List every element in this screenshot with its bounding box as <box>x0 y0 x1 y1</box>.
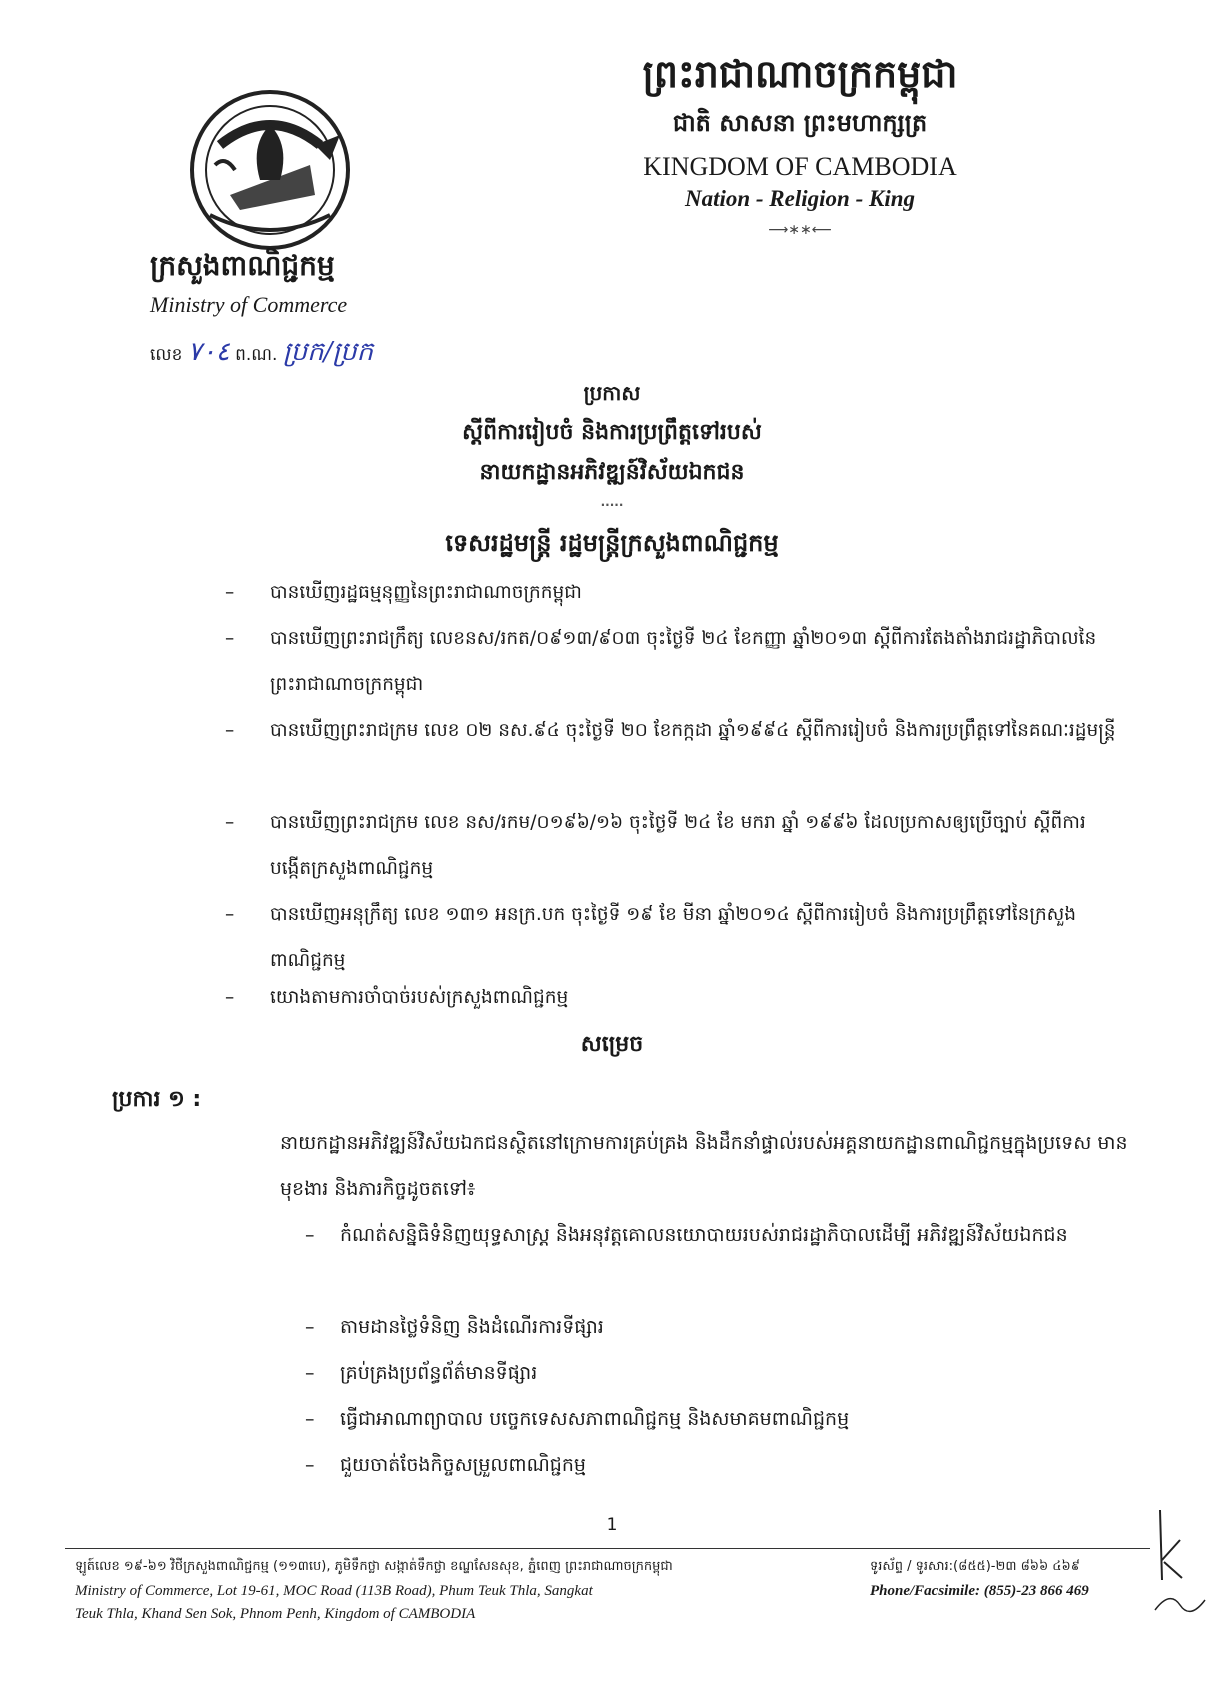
duty-item: – តាមដានថ្លៃទំនិញ និងដំណើរការទីផ្សារ <box>305 1316 604 1338</box>
ref-label: លេខ <box>150 345 183 365</box>
article-1-label: ប្រការ ១ : <box>112 1087 202 1112</box>
minister-title: ទេសរដ្ឋមន្ត្រី រដ្ឋមន្ត្រីក្រសួងពាណិជ្ជកម្ម <box>445 529 779 557</box>
recital-item: – បានឃើញអនុក្រឹត្យ លេខ ១៣១ អនក្រ.បក ចុះថ្ងៃទី ១៩ ខែ មីនា ឆ្នាំ២០១៤ ស្តីពីការរៀបចំ និងការប្រព្រឹត្តទៅនៃក្រសួងពាណិជ្ជកម្ម <box>225 904 1077 971</box>
header-ornament: ⟶∗∗⟵ <box>768 222 832 238</box>
article-1-body: នាយកដ្ឋានអភិវឌ្ឍន៍វិស័យឯកជនស្ថិតនៅក្រោមការគ្រប់គ្រង និងដឹកនាំផ្ទាល់របស់អគ្គនាយកដ្ឋានពាណិជ្ជកម្មក្នុងប្រទេស មានមុខងារ និងភារកិច្ចដូចតទៅ៖ <box>280 1132 1128 1200</box>
decision-heading: សម្រេច <box>580 1032 644 1057</box>
ref-suffix-handwritten: ប្រក/ប្រក <box>282 337 374 367</box>
handwritten-initial <box>1150 1500 1220 1620</box>
duty-item: – ធ្វើជាអាណាព្យាបាល បច្ចេកទេសសភាពាណិជ្ជកម្ម និងសមាគមពាណិជ្ជកម្ម <box>305 1408 850 1430</box>
ref-suffix-label: ព.ណ. <box>235 345 278 365</box>
recital-item: – បានឃើញព្រះរាជក្រឹត្យ លេខនស/រកត/០៩១៣/៩០៣ ចុះថ្ងៃទី ២៤ ខែកញ្ញា ឆ្នាំ២០១៣ ស្តីពីការតែងតាំងរាជរដ្ឋាភិបាលនៃព្រះរាជាណាចក្រកម្ពុជា <box>225 628 1097 695</box>
title-separator: ····· <box>600 498 624 512</box>
kingdom-title-kh: ព្រះរាជាណាចក្រកម្ពុជា <box>642 52 958 96</box>
document-type: ប្រកាស <box>583 381 641 405</box>
subject-line-1: ស្តីពីការរៀបចំ និងការប្រព្រឹត្តទៅរបស់ <box>462 420 762 445</box>
footer-divider <box>65 1548 1150 1549</box>
recital-item: – បានឃើញព្រះរាជក្រម លេខ នស/រកម/០១៩៦/១៦ ចុះថ្ងៃទី ២៤ ខែ មករា ឆ្នាំ ១៩៩៦ ដែលប្រកាសឲ្យប្រើច្បាប់ ស្តីពីការបង្កើតក្រសួងពាណិជ្ជកម្ម <box>225 812 1086 879</box>
ref-number-handwritten: ٧٠٤ <box>187 337 230 367</box>
duty-item: – កំណត់សន្និធិទំនិញយុទ្ធសាស្ត្រ និងអនុវត្តគោលនយោបាយរបស់រាជរដ្ឋាភិបាលដើម្បី អភិវឌ្ឍន៍វិស័យឯកជន <box>305 1224 1068 1246</box>
footer-address-en-line2: Teuk Thla, Khand Sen Sok, Phnom Penh, Kingdom of CAMBODIA <box>75 1606 476 1622</box>
national-motto-kh: ជាតិ សាសនា ព្រះមហាក្សត្រ <box>672 109 928 137</box>
ministry-name-en: Ministry of Commerce <box>150 292 348 317</box>
duty-item: – ជួយចាត់ចែងកិច្ចសម្រួលពាណិជ្ជកម្ម <box>305 1454 586 1476</box>
national-motto-en: Nation - Religion - King <box>684 186 916 211</box>
ministry-name-kh: ក្រសួងពាណិជ្ជកម្ម <box>150 249 335 282</box>
recital-item: – យោងតាមការចាំបាច់របស់ក្រសួងពាណិជ្ជកម្ម <box>225 987 569 1008</box>
page-number: 1 <box>606 1515 618 1535</box>
recital-item: – បានឃើញព្រះរាជក្រម លេខ ០២ នស.៩៤ ចុះថ្ងៃទី ២០ ខែកក្កដា ឆ្នាំ១៩៩៤ ស្តីពីការរៀបចំ និងការប្រព្រឹត្តទៅនៃគណៈរដ្ឋមន្ត្រី <box>225 720 1116 741</box>
reference-number <box>150 335 373 373</box>
footer-phone-en: Phone/Facsimile: (855)-23 866 469 <box>870 1583 1089 1599</box>
kingdom-title-en: KINGDOM OF CAMBODIA <box>643 152 957 181</box>
footer-phone-kh: ទូរស័ព្ទ / ទូរសារ:(៨៥៥)-២៣ ៨៦៦ ៤៦៩ <box>870 1559 1080 1574</box>
duty-item: – គ្រប់គ្រងប្រព័ន្ធព័ត៌មានទីផ្សារ <box>305 1362 538 1384</box>
footer-address-kh: ឡូត៍លេខ ១៩-៦១ វិថីក្រសួងពាណិជ្ជកម្ម (១១៣បេ), ភូមិទឹកថ្លា សង្កាត់ទឹកថ្លា ខណ្ឌសែនសុខ, ភ្នំពេញ ព្រះរាជាណាចក្រកម្ពុជា <box>75 1559 673 1574</box>
recital-item: – បានឃើញរដ្ឋធម្មនុញ្ញនៃព្រះរាជាណាចក្រកម្ពុជា <box>225 582 582 603</box>
ministry-seal-logo <box>180 85 360 255</box>
subject-line-2: នាយកដ្ឋានអភិវឌ្ឍន៍វិស័យឯកជន <box>479 460 745 485</box>
footer-address-en-line1: Ministry of Commerce, Lot 19-61, MOC Road (113B Road), Phum Teuk Thla, Sangkat <box>75 1583 593 1599</box>
